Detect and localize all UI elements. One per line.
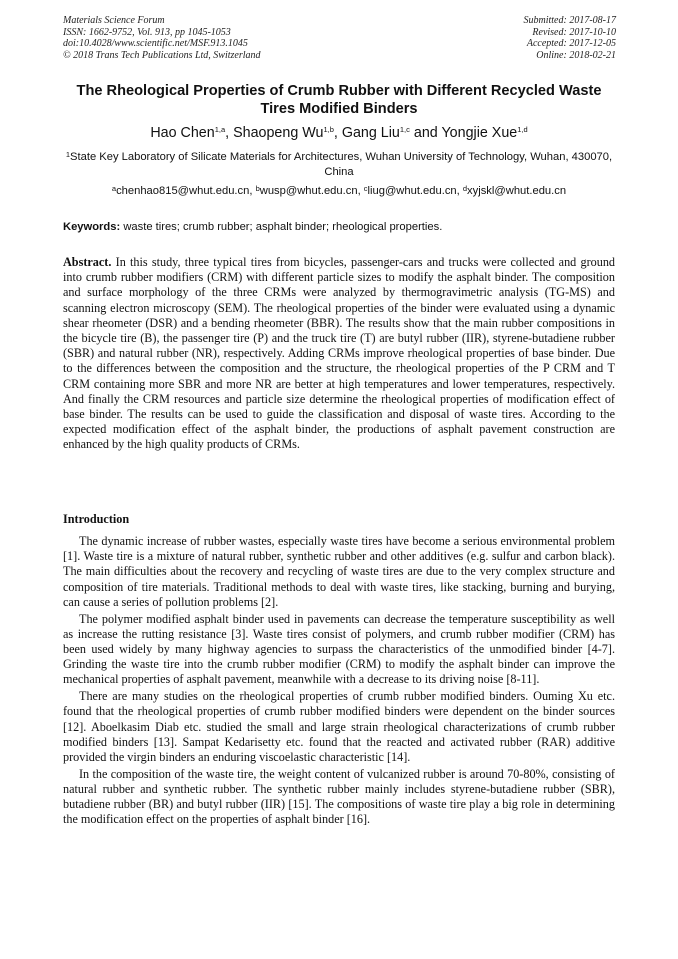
paragraph: In the composition of the waste tire, the weight content of vulcanized rubber is around 70-80%, consisting of natural rubber and synthetic rubber. The synthetic rubber mainly includes styrene-butadiene rubber (SBR), butadiene rubber (BR) and butyl rubber (IIR) [15]. The compositions of waste tire play a big role in determining the modification effect on the properties of asphalt binder [16]. xyxy=(63,766,615,827)
paragraph: The dynamic increase of rubber wastes, especially waste tires have become a serious environmental problem [1]. Waste tire is a mixture of natural rubber, synthetic rubber and other additives (e.g. sulfur and carbon black). The main difficulties about the recovery and recycling of waste tires are due to the very complex structure and composition of tire materials. Traditional methods to deal with waste tires, like stacking, burning and burying, can cause a series of pollution problems [2]. xyxy=(63,534,615,609)
affiliation-mark: 1 xyxy=(65,150,71,159)
revised-date: Revised: 2017-10-10 xyxy=(532,26,616,38)
author: Gang Liu$^{1,c}$ and xyxy=(341,125,442,141)
section-heading: Introduction xyxy=(63,512,130,526)
email[interactable]: $^d$xyjskl@whut.edu.cn xyxy=(462,184,567,197)
email[interactable]: $^c$liug@whut.edu.cn xyxy=(363,184,457,197)
abstract-label: Abstract. xyxy=(63,255,112,269)
abstract-text: In this study, three typical tires from bicycles, passenger-cars and trucks were collected and ground into crumb rubber modifiers (CRM) with different particle sizes to modify the asphalt binder. The composition and surface morphology of the three CRMs were analyzed by thermogravimetric analysis (TG-MS) and scanning electron microscopy (SEM). The rheological properties of the binder were evaluated using a dynamic shear rheometer (DSR) and a bending rheometer (BBR). The results show that the main rubber compositions in the bicycle tire (B), the passenger tire (P) and the truck tire (T) are butyl rubber (IIR), styrene-butadiene rubber (SBR) and natural rubber (NR), respectively. Adding CRMs improve rheological properties of base binder. Due to the differences between the composition and the structure, the rheological properties of the P CRM and T CRM containing more SBR and more NR are better at high temperatures and lower temperatures, respectively. And finally the CRM resources and particle size determine the rheological properties of modification effect of base binder. The results can be used to guide the classification and disposal of waste tires. According to the expected modification effect of the asphalt binder, the productions of asphalt pavement construction are enhanced by the high quality products of CRMs. xyxy=(63,255,616,452)
submitted-date: Submitted: 2017-08-17 xyxy=(523,15,616,26)
author: Shaopeng Wu$^{1,b}$, xyxy=(233,125,342,141)
accepted-date: Accepted: 2017-12-05 xyxy=(526,38,616,49)
paragraph: There are many studies on the rheological properties of crumb rubber modified binders. Ouming Xu etc. found that the rheological properties of crumb rubber modified binders were dependent on the binder sources [12]. Aboelkasim Diab etc. studied the small and large strain rheological characterizations of crumb rubber modified binders [13]. Sampat Kedarisetty etc. found that the reacted and activated rubber (RAR) additive provided the virgin binders an enduring viscoelastic characteristic [14]. xyxy=(63,689,615,765)
abstract xyxy=(63,255,615,453)
affiliation xyxy=(63,150,615,180)
paper-title: The Rheological Properties of Crumb Rubber with Different Recycled Waste Tires Modified Binders xyxy=(76,83,602,117)
paragraph: The polymer modified asphalt binder used in pavements can decrease the temperature susceptibility as well as increase the rutting resistance [3]. Waste tires consist of polymers, and crumb rubber modifier (CRM) has been used widely by many highway agencies to surpass the characteristics of the unmodified binder [4-7]. Grinding the waste tire into the crumb rubber modifier (CRM) to modify the asphalt binder can improve the mechanical properties of asphalt pavement, meanwhile with a decrease to its driving noise [8-11]. xyxy=(63,611,615,687)
email[interactable]: $^a$chenhao815@whut.edu.cn xyxy=(111,184,250,197)
keywords-label: Keywords: xyxy=(63,221,121,233)
author-list xyxy=(63,124,615,142)
introduction-body xyxy=(63,534,615,829)
keywords-text: waste tires; crumb rubber; asphalt binder; rheological properties. xyxy=(123,221,443,233)
email-list: $^a$chenhao815@whut.edu.cn, $^b$wusp@whut.edu.cn, $^c$liug@whut.edu.cn, $^d$xyjskl@whut.edu.cn xyxy=(111,184,567,197)
doi: doi:10.4028/www.scientific.net/MSF.913.1045 xyxy=(63,38,248,49)
author: Hao Chen$^{1,a}$, xyxy=(150,125,234,141)
copyright: © 2018 Trans Tech Publications Ltd, Switzerland xyxy=(63,49,261,61)
online-date: Online: 2018-02-21 xyxy=(536,49,616,61)
email[interactable]: $^b$wusp@whut.edu.cn xyxy=(255,184,358,197)
author: Yongjie Xue$^{1,d}$ xyxy=(441,125,528,141)
keywords xyxy=(63,220,615,235)
issn: ISSN: 1662-9752, Vol. 913, pp 1045-1053 xyxy=(63,26,231,38)
journal-name: Materials Science Forum xyxy=(63,15,165,26)
affiliation-text: State Key Laboratory of Silicate Materials for Architectures, Wuhan University of Technology, Wuhan, 430070, China xyxy=(70,151,613,178)
dates-info xyxy=(524,15,617,61)
journal-info xyxy=(63,15,261,61)
